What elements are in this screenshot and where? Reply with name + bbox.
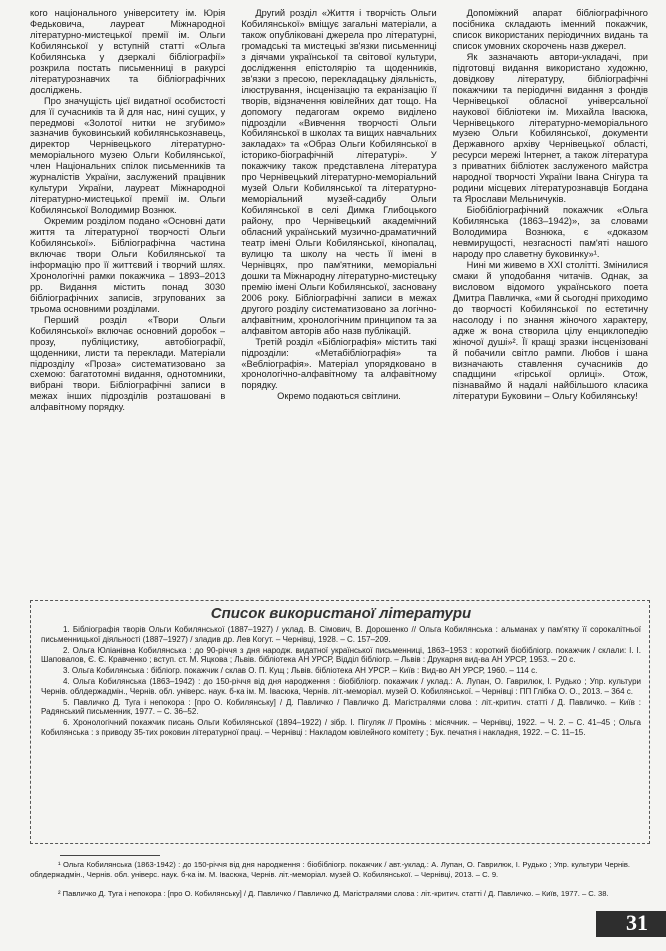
- literature-item: 3. Ольга Кобилянська : бібліогр. покажчик / склав О. П. Кущ ; Львів. бібліотека АН УРСР. – Київ : Вид-во АН УРСР, 1960. – 114 с.: [63, 666, 538, 676]
- paragraph: Перший розділ «Твори Ольги Кобилянської» включає основний доробок – прозу, публіцистику, автобіографії, щоденники, листи та переклади. Матеріали підрозділу «Проза» систематизовано за схемою: багатотомні видання, однотомники, вибрані твори. Бібліографічні записи в межах інших підрозділів розташовані в алфавітному порядку.: [30, 314, 226, 413]
- paragraph: Допоміжний апарат бібліографічного посібника складають іменний покажчик, список використаних періодичних видань та список умовних скорочень назв джерел.: [452, 8, 648, 51]
- paragraph: Про значущість цієї видатної особистості для її сучасників та й для нас, нині сущих, у передмові «Золотої нитки не згубимо» зазначив буковинський кобилянськознавець, директор Чернівецького літературно-меморіального музею Ольги Кобилянської, член Національних спілок письменників та журналістів України, заслужений працівник культури України, лауреат Міжнародної літературно-мистецької премії ім. Ольги Кобилянської Володимир Вознюк.: [30, 95, 226, 216]
- literature-item: 5. Павличко Д. Туга і непокора : [про О. Кобилянську] / Д. Павличко / Павличко Д. Магістралями слова : літ.-критич. статті / Д. Павличко. – Київ : Радянський письменник, 1977. – С. 36–52.: [41, 697, 641, 717]
- column-3: [453, 8, 648, 592]
- page-number: 31: [626, 910, 648, 935]
- paragraph: Другий розділ «Життя і творчість Ольги Кобилянської» вміщує загальні матеріали, а також опубліковані джерела про літературні, громадські та мистецькі зв'язки письменниці з діячами української та світової культури, дослідження епістолярію та щоденників, зв'язки з пресою, перекладацьку діяльність, ілюстрування, інсценізацію та екранізацію її творів, відзначення ювілейних дат тощо. На допомогу педагогам окремо виділено підрозділи «Вивчення творчості Ольги Кобилянської в школах та вищих навчальних закладах» та «Образ Ольги Кобилянської в історико-біографічній літературі». У покажчику також представлена література про Чернівецький літературно-меморіальний музей Ольги Кобилянської та літературно-меморіальний музей-садибу Ольги Кобилянської в селі Димка Глибоцького району, про Чернівецький академічний обласний український музично-драматичний театр імені Ольги Кобилянської, кінопалац, вулицю та школу на честь її імені в Чернівцях, про пам'ятники, меморіальні дошки та Міжнародну літературно-мистецьку премію імені Ольги Кобилянської, засновану 2006 року. Бібліографічні записи в межах другого розділу систематизовано за логічно-алфавітним, хронологічним принципом та за алфавітом авторів або назв публікацій.: [241, 8, 437, 336]
- paragraph: Окремим розділом подано «Основні дати життя та літературної творчості Ольги Кобилянської». Бібліографічна частина включає твори Ольги Кобилянської та інформацію про її життєвий і творчий шлях. Хронологічні рамки покажчика – 1893–2013 рр. Видання містить понад 3030 бібліографічних записів, згрупованих за трьома основними розділами.: [30, 216, 226, 314]
- paragraph: Окремо подаються світлини.: [277, 391, 401, 402]
- paragraph: Біобібліографічний покажчик «Ольга Кобилянська (1863–1942)», за словами Володимира Вознюка, є «доказом невмирущості, незгасності пам'яті нашого народу про славетну буковинку»¹.: [452, 205, 648, 259]
- paragraph: Нині ми живемо в ХХІ столітті. Змінилися смаки й уподобання читачів. Однак, за висловом відомого українського поета Дмитра Павличка, «ми й сьогодні приходимо до творчості Кобилянської по естетичну насолоду і по знання жіночого характеру, адже ж вона створила цілу енциклопедію жіночої душі»². Її кращі зразки інсценізовані й побачили світло рампи. Любов і шана визначають ставлення сучасників до спадщини «гірської орлиці». Отож, пізнаваймо й надалі найбільшого класика літератури Буковини – Ольгу Кобилянську!: [452, 259, 648, 402]
- literature-item: 2. Ольга Юліанівна Кобилянська : до 90-річчя з дня народж. видатної української письменниці, 1863–1953 : короткий біобібліогр. покажчик / склали: І. І. Шаповалов, Є. Є. Кравченко ; вступ. ст. М. Яцкова ; Львів. бібліотека АН УРСР, Відділ бібліогр. – Львів : Друкарня вид-ва АН УРСР, 1953. – 20 с.: [41, 645, 641, 665]
- column-2: [241, 8, 436, 592]
- column-1: [30, 8, 225, 592]
- footnote-2: ² Павличко Д. Туга і непокора : [про О. Кобилянську] / Д. Павличко / Павличко Д. Магістралями слова : літ.-критич. статті / Д. Павличко. – Київ, 1977. – С. 38.: [58, 889, 609, 898]
- literature-item: 6. Хронологічний покажчик писань Ольги Кобилянської (1894–1922) / зібр. І. Пігуляк // Промінь : місячник. – Чернівці, 1922. – Ч. 2. – С. 41–45 ; Ольга Кобилянська : з приводу 35-тих роковин літературної праці. – Чернівці : Накладом ювілейного комітету ; Бук. печатня і накладня, 1922. – С. 11–15.: [41, 718, 641, 737]
- literature-item: 1. Бібліографія творів Ольги Кобилянської (1887–1927) / уклад. В. Сімович, В. Дорошенко // Ольга Кобилянська : альманах у пам'ятку її сорокалітньої письменницької діяльності (1887–1927) / зладив др. Лев Когут. – Чернівці, 1928. – С. 157–209.: [41, 625, 641, 644]
- paragraph: Як зазначають автори-укладачі, при підготовці видання використано художню, довідкову літературу, бібліографічні покажчики та періодичні видання з фондів Чернівецької обласної універсальної наукової бібліотеки ім. Михайла Івасюка, Чернівецького літературно-меморіального музею Ольги Кобилянської, документи Державного архіву Чернівецької області, ресурси мережі Інтернет, а також література з приватних бібліотек заслуженого майстра народної творчості України Івана Снігура та родини місцевих літературознавців Богдана та Ярослави Мельничуків.: [452, 51, 648, 205]
- footnote-1: ¹ Ольга Кобилянська (1863-1942) : до 150-річчя від дня народження : біобібліогр. покажчик / авт.-уклад.: А. Лупан, О. Гаврилюк, І. Рудько ; Упр. культури Чернів. облдержадмін., Чернів. обл. універс. наук. б-ка ім. М. Івасюка, Чернів. літ.-меморіал. музей О. Кобилянської. – Чернівці, 2013. – С. 9.: [30, 860, 630, 879]
- article-columns: [30, 8, 648, 592]
- paragraph: кого національного університету ім. Юрія Федьковича, лауреат Міжнародної літературно-мистецької премії ім. Ольги Кобилянської у вступній статті «Ольга Кобилянська у дзеркалі бібліографії» розкрила постать письменниці в ракурсі літературознавчих та бібліографічних досліджень.: [30, 8, 226, 95]
- literature-box: [30, 600, 650, 844]
- literature-title: Список використаної літератури: [210, 605, 472, 622]
- paragraph: Третій розділ «Бібліографія» містить такі підрозділи: «Метабібліографія» та «Вебліографія». Матеріал упорядковано в хронологічно-алфавітному та алфавітному порядку.: [241, 336, 437, 391]
- footnote-divider: [60, 855, 160, 856]
- literature-item: 4. Ольга Кобилянська (1863–1942) : до 150-річчя від дня народження : біобібліогр. покажчик / уклад.: А. Лупан, О. Гаврилюк, І. Рудько ; Упр. культури Чернів. облдержадмін., Чернів. обл. універс. наук. б-ка ім. М. Івасюка, Чернів. літ.-меморіал. музей О. Кобилянської. – Чернівці : ПП Глібка О. О., 2013. – 364 с.: [41, 676, 641, 696]
